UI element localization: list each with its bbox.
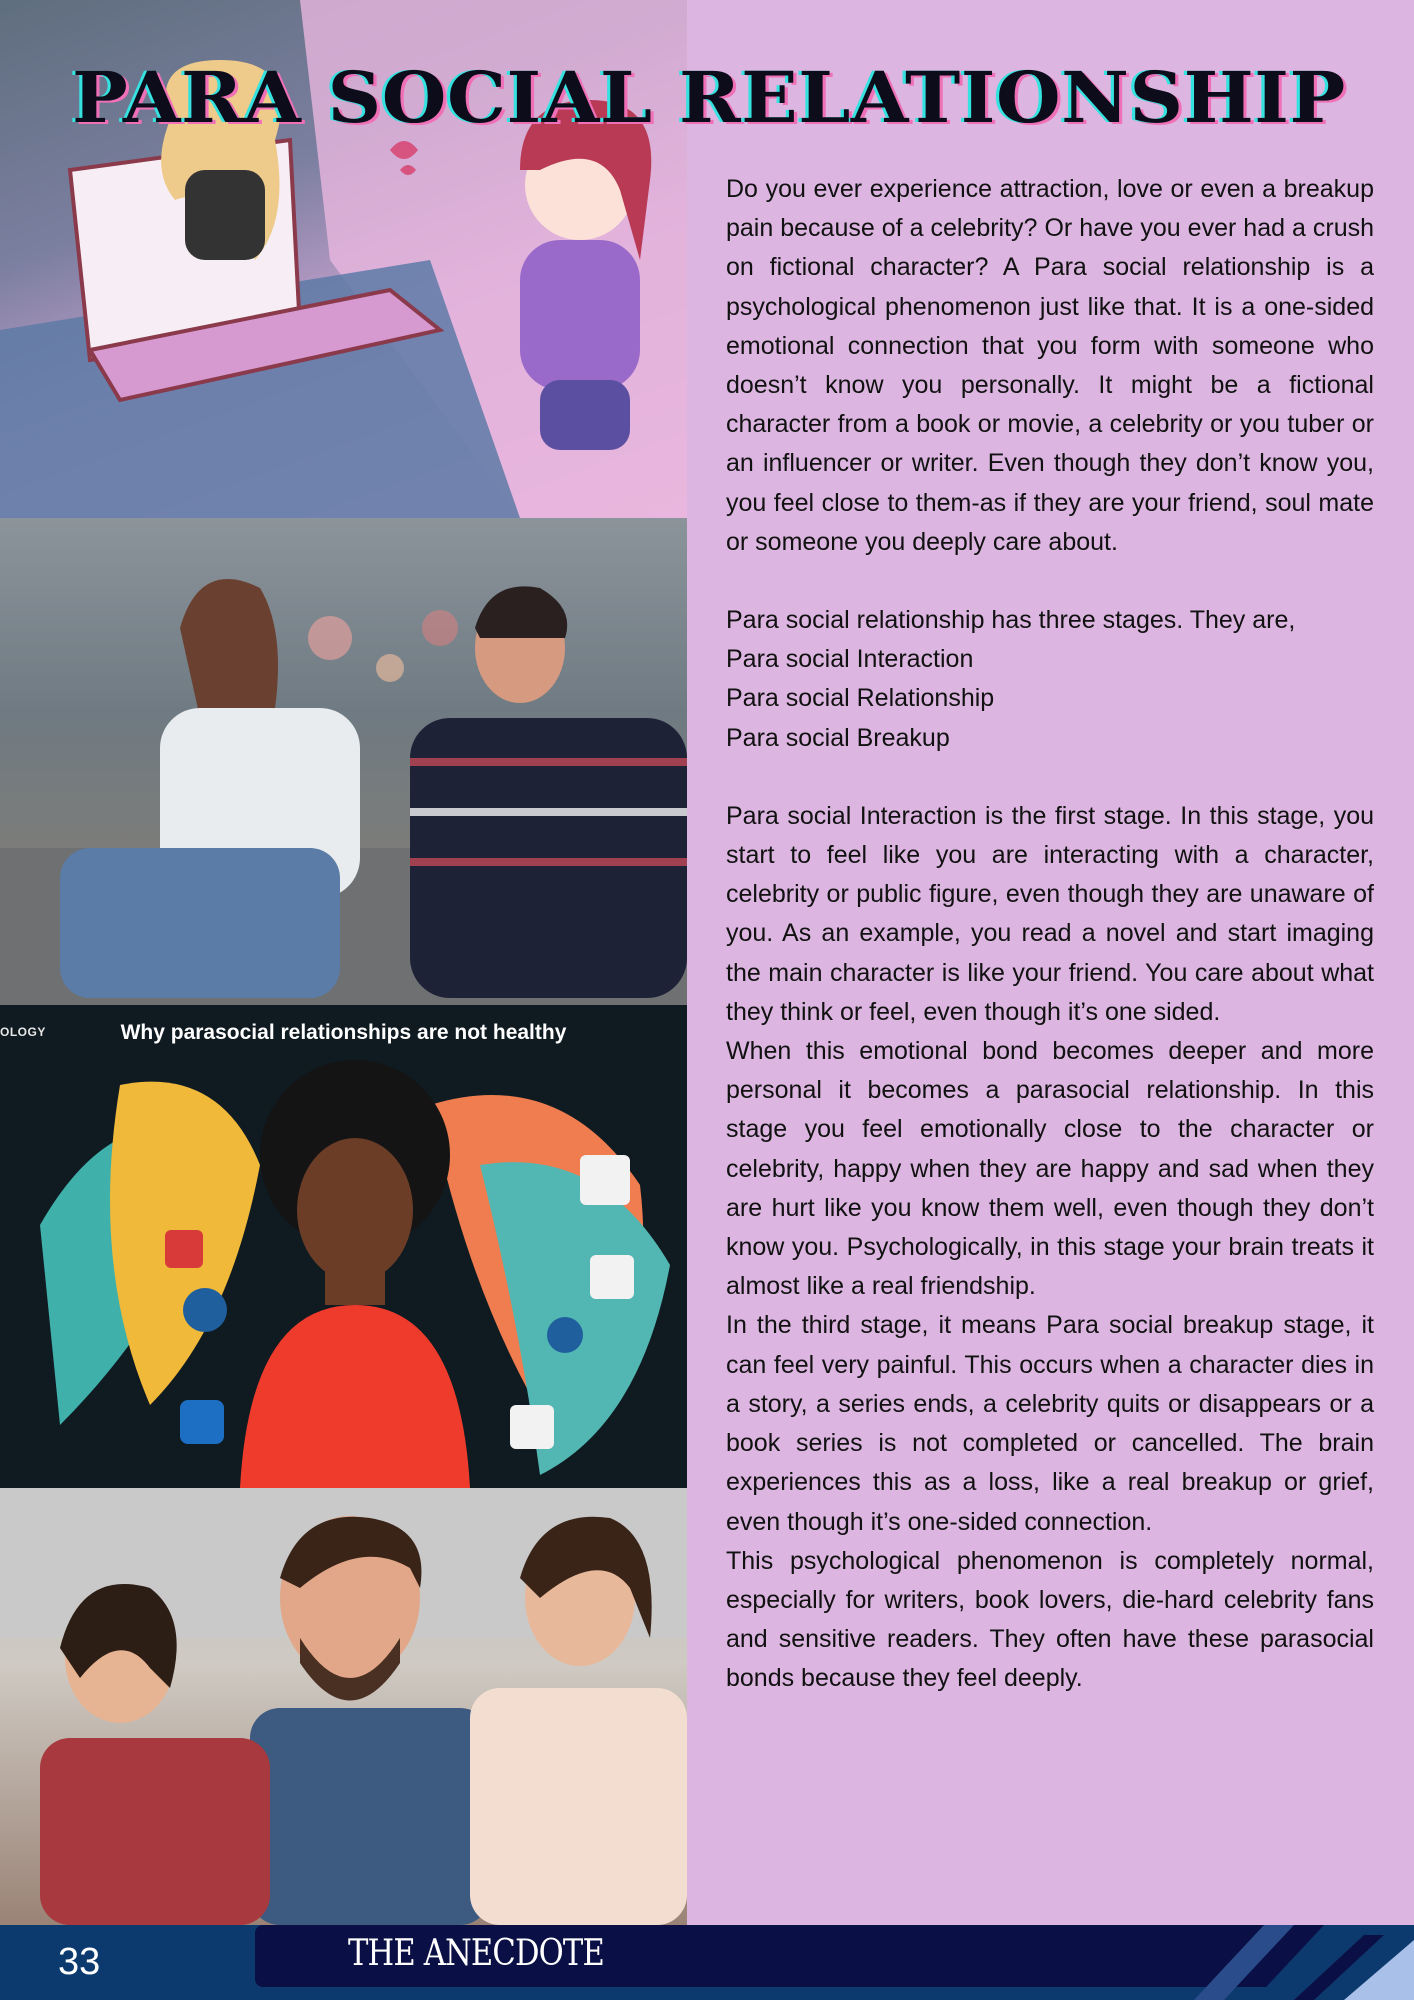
page-footer [0,1925,1414,2000]
stage-item: Para social Interaction [726,645,974,674]
interaction-paragraph: Para social Interaction is the first stage. In this stage, you start to feel like you are interacting with a character, celebrity or public figure, even though they are unaware of you. As an example, you read a novel and start imaging the main character is like your friend. You care about what they think or feel, even though it’s one sided. [726,801,1374,1026]
photo-happy-friends [0,1488,687,1925]
stage-item: Para social Relationship [726,684,995,713]
source-logo: OLOGY [0,1025,46,1039]
photo-art [0,1488,687,1925]
photo-art [0,518,687,1005]
infographic-parasocial [0,1005,687,1488]
stage-item: Para social Breakup [726,723,950,752]
paragraph-gap [726,758,1374,797]
relationship-paragraph: When this emotional bond becomes deeper and more personal it becomes a parasocial relationship. In this stage you feel emotionally close to the character or celebrity, happy when they are happy and sad when they are hurt like you know them well, even though they don’t know you. Psychologically, in this stage your brain treats it almost like a real friendship. [726,1037,1374,1301]
infographic-caption: Why parasocial relationships are not healthy [120,1021,567,1044]
page-number: 33 [58,1941,101,1983]
image-column [0,0,687,1925]
article-title: PARA SOCIAL RELATIONSHIP [72,56,1346,139]
article-body [726,170,1374,1699]
stages-intro: Para social relationship has three stages. They are, [726,606,1296,635]
photo-sad-couple [0,518,687,1005]
footer-decoration [1194,1925,1414,2000]
breakup-paragraph: In the third stage, it means Para social breakup stage, it can feel very painful. This occurs when a character dies in a story, a series ends, a celebrity quits or disappears or a book series is not completed or cancelled. The brain experiences this as a loss, like a real breakup or grief, even though it’s one-sided connection. [726,1311,1374,1536]
magazine-name: THE ANECDOTE [348,1933,604,1974]
paragraph-gap [726,562,1374,601]
infographic-art [0,1005,687,1488]
intro-paragraph: Do you ever experience attraction, love or even a breakup pain because of a celebrity? Or have you ever had a crush on fictional character? A Para social relationship is a psychological phenomenon just like that. It is a one-sided emotional connection that you form with someone who doesn’t know you personally. It might be a fictional character from a book or movie, a celebrity or you tuber or an influencer or writer. Even though they don’t know you, you feel close to them-as if they are your friend, soul mate or someone you deeply care about. [726,175,1374,556]
conclusion-paragraph: This psychological phenomenon is completely normal, especially for writers, book lovers, die-hard celebrity fans and sensitive readers. They often have these parasocial bonds because they feel deeply. [726,1546,1374,1693]
